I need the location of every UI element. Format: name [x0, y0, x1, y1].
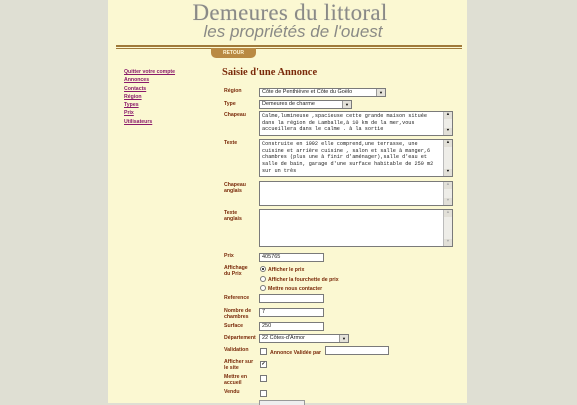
texte-scrollbar[interactable]	[443, 140, 452, 176]
sidebar-item-contacts[interactable]: Contacts	[124, 85, 147, 92]
type-select-value: Demeures de charme	[262, 101, 315, 107]
reference-input[interactable]	[259, 294, 324, 303]
radio-fourchette-prix[interactable]	[260, 276, 339, 283]
validation-checkbox-label: Annonce Validée par	[270, 350, 322, 356]
sidebar-item-utilisateurs[interactable]: Utilisateurs	[124, 118, 153, 125]
scroll-down-icon[interactable]: ▼	[444, 169, 452, 176]
chapeau-anglais-scrollbar[interactable]	[443, 182, 452, 205]
sidebar-item-region[interactable]: Région	[124, 93, 142, 100]
radio-nous-contacter-label: Mettre nous contacter	[268, 286, 323, 292]
radio-fourchette-prix-label: Afficher la fourchette de prix	[268, 277, 339, 283]
texte-label: Texte	[224, 140, 238, 146]
page-title: Saisie d'une Annonce	[222, 67, 318, 78]
sidebar-item-annonces[interactable]: Annonces	[124, 77, 150, 84]
mettre-accueil-label: Mettre en accueil	[224, 374, 248, 386]
type-select[interactable]	[259, 100, 352, 109]
nombre-chambres-input[interactable]: 7	[259, 308, 324, 317]
chapeau-scrollbar[interactable]	[443, 112, 452, 135]
page-container	[108, 0, 467, 403]
chevron-down-icon: ▼	[342, 101, 351, 108]
checkbox-unchecked-icon	[260, 375, 267, 382]
validation-by-input[interactable]	[325, 346, 389, 355]
chapeau-textarea[interactable]	[259, 111, 453, 136]
vendu-label: Vendu	[224, 389, 240, 395]
prix-input[interactable]: 405765	[259, 253, 324, 262]
radio-afficher-prix-label: Afficher le prix	[268, 267, 305, 273]
radio-unselected-icon	[260, 285, 266, 291]
vendu-checkbox[interactable]	[260, 390, 270, 398]
checkbox-unchecked-icon	[260, 390, 267, 397]
radio-nous-contacter[interactable]	[260, 285, 322, 292]
scroll-up-icon[interactable]: ▲	[444, 140, 452, 147]
prix-label: Prix	[224, 253, 234, 259]
region-label: Région	[224, 88, 242, 94]
checkbox-checked-icon: ✓	[261, 361, 266, 367]
header-divider-thin	[116, 48, 462, 49]
mettre-accueil-checkbox[interactable]	[260, 375, 270, 383]
departement-select-value: 22 Côtes-d'Armor	[262, 335, 305, 341]
affichage-prix-label: Affichage du Prix	[224, 265, 248, 277]
scroll-down-icon[interactable]: ▼	[444, 198, 452, 205]
back-button[interactable]: RETOUR	[211, 48, 256, 58]
validation-checkbox[interactable]	[260, 348, 321, 356]
texte-text: Construite en 1992 elle comprend,une terrasse, une cuisine et arrière cuisine , salon et salle à manger,6 chambres (plus une à finir d'aménager),salle d'eau et salle de bain, garage d'une surface habitable de 250 m2 sur un très	[262, 141, 434, 174]
scroll-down-icon[interactable]: ▼	[444, 128, 452, 135]
chevron-down-icon: ▼	[376, 89, 385, 96]
validation-label: Validation	[224, 347, 249, 353]
radio-afficher-prix[interactable]	[260, 266, 304, 273]
scroll-down-icon[interactable]: ▼	[444, 239, 452, 246]
afficher-site-label: Afficher sur le site	[224, 359, 254, 371]
radio-unselected-icon	[260, 276, 266, 282]
chapeau-anglais-textarea[interactable]	[259, 181, 453, 206]
checkbox-unchecked-icon	[260, 348, 267, 355]
texte-anglais-label: Texte anglais	[224, 210, 242, 222]
sidebar-item-prix[interactable]: Prix	[124, 110, 134, 117]
scroll-up-icon[interactable]: ▲	[444, 112, 452, 119]
sidebar-item-types[interactable]: Types	[124, 102, 139, 109]
departement-label: Département	[224, 335, 256, 341]
chapeau-anglais-label: Chapeau anglais	[224, 182, 246, 194]
chevron-down-icon: ▼	[339, 335, 348, 342]
reference-label: Reference	[224, 295, 250, 301]
departement-select[interactable]	[259, 334, 349, 343]
surface-input[interactable]: 250	[259, 322, 324, 331]
nombre-chambres-label: Nombre de chambres	[224, 308, 252, 320]
site-subtitle: les propriétés de l'ouest	[203, 22, 383, 41]
type-label: Type	[224, 101, 236, 107]
region-select[interactable]	[259, 88, 386, 97]
site-title: Demeures du littoral	[192, 0, 388, 25]
sidebar-nav	[124, 68, 175, 126]
chapeau-label: Chapeau	[224, 112, 246, 118]
texte-anglais-textarea[interactable]	[259, 209, 453, 247]
surface-label: Surface	[224, 323, 244, 329]
texte-textarea[interactable]	[259, 139, 453, 177]
radio-selected-icon	[260, 266, 266, 272]
scroll-up-icon[interactable]: ▲	[444, 210, 452, 217]
chapeau-text: Calme,lumineuse ,spacieuse cette grande maison située dans la région de Lamballe,à 10 km de la mer,vous accueillera dans le calme . à la sortie	[262, 113, 427, 133]
sidebar-item-logout[interactable]: Quitter votre compte	[124, 69, 176, 75]
header-divider	[116, 45, 462, 47]
afficher-site-checkbox[interactable]	[260, 360, 270, 368]
region-select-value: Côte de Penthièvre et Côte du Goëlo	[262, 89, 353, 95]
texte-anglais-scrollbar[interactable]	[443, 210, 452, 246]
scroll-up-icon[interactable]: ▲	[444, 182, 452, 189]
